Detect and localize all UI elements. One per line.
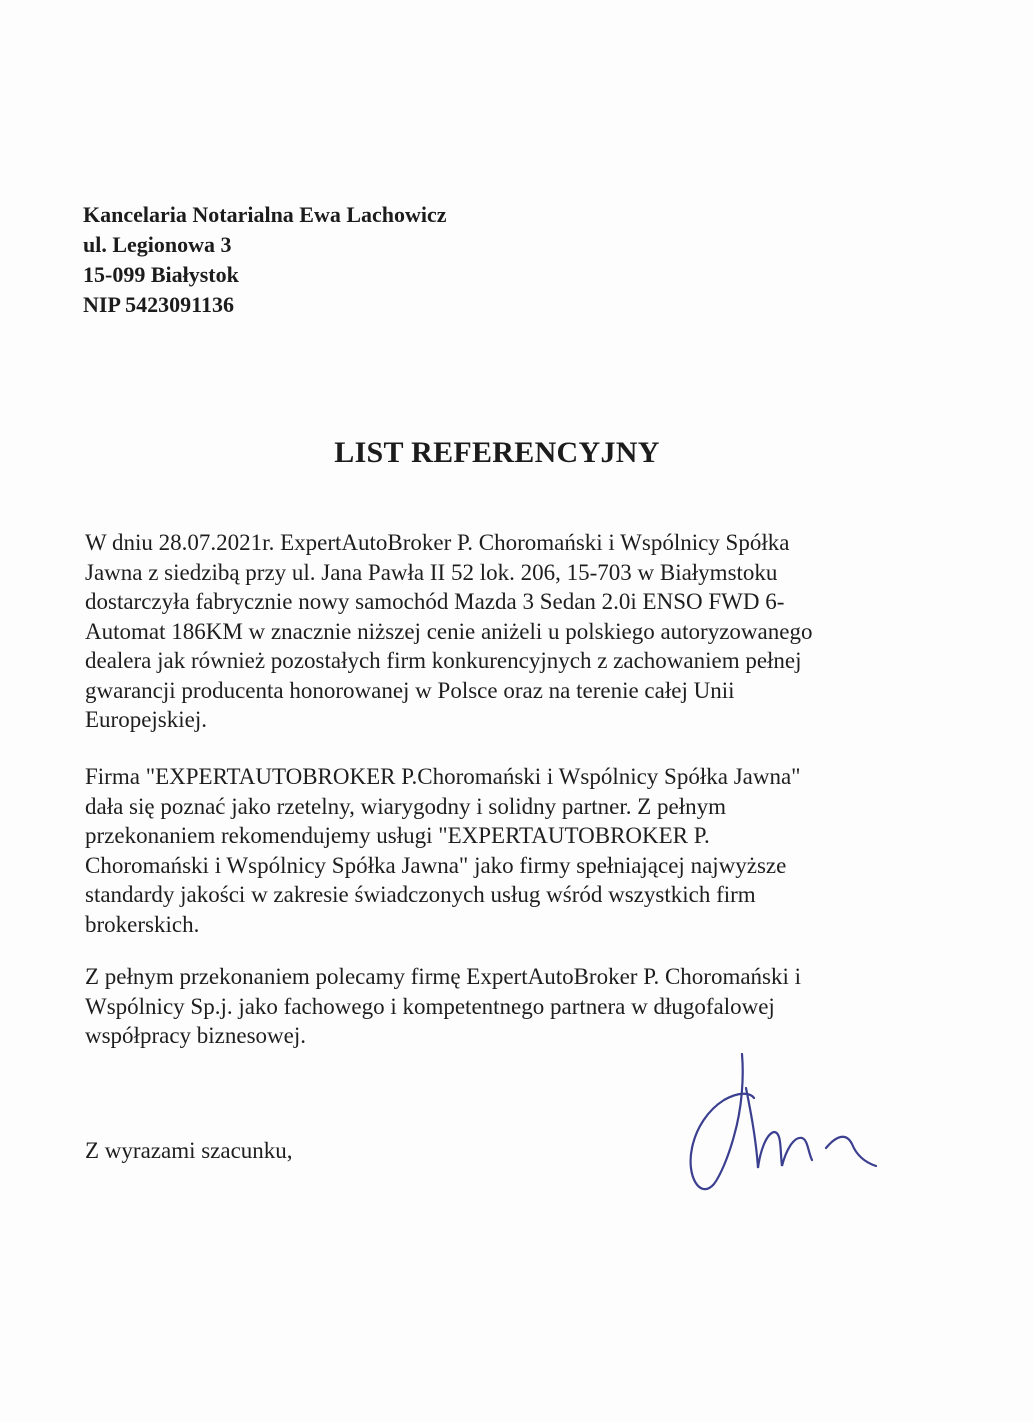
- letterhead-nip: NIP 5423091136: [83, 292, 234, 317]
- closing-salutation: Z wyrazami szacunku,: [85, 1138, 293, 1163]
- paragraph-line: W dniu 28.07.2021r. ExpertAutoBroker P. Choromański i Wspólnicy Spółka: [85, 530, 790, 555]
- letterhead: [83, 200, 447, 320]
- paragraph-line: dealera jak również pozostałych firm konkurencyjnych z zachowaniem pełnej: [85, 648, 802, 673]
- paragraph-recommendation: [85, 762, 920, 939]
- paragraph-line: Z pełnym przekonaniem polecamy firmę ExpertAutoBroker P. Choromański i: [85, 964, 802, 989]
- paragraph-line: współpracy biznesowej.: [85, 1023, 306, 1048]
- paragraph-line: gwarancji producenta honorowanej w Polsce oraz na terenie całej Unii: [85, 677, 735, 703]
- paragraph-line: Automat 186KM w znacznie niższej cenie aniżeli u polskiego autoryzowanego: [85, 618, 813, 644]
- letterhead-city: 15-099 Białystok: [83, 262, 239, 287]
- letter-title: LIST REFERENCYJNY: [334, 436, 660, 469]
- paragraph-line: Choromański i Wspólnicy Spółka Jawna" jako firmy spełniającej najwyższe: [85, 852, 787, 878]
- letterhead-name: Kancelaria Notarialna Ewa Lachowicz: [83, 202, 447, 227]
- letterhead-street: ul. Legionowa 3: [83, 232, 232, 257]
- paragraph-line: dała się poznać jako rzetelny, wiarygodny i solidny partner. Z pełnym: [85, 793, 727, 819]
- paragraph-line: Jawna z siedzibą przy ul. Jana Pawła II 52 lok. 206, 15-703 w Białymstoku: [85, 559, 778, 585]
- paragraph-line: Firma "EXPERTAUTOBROKER P.Choromański i Wspólnicy Spółka Jawna": [85, 764, 801, 789]
- paragraph-line: standardy jakości w zakresie świadczonych usług wśród wszystkich firm: [85, 882, 756, 907]
- paragraph-endorsement: [85, 962, 920, 1051]
- paragraph-line: brokerskich.: [85, 911, 200, 937]
- paragraph-line: Europejskiej.: [85, 707, 207, 732]
- handwritten-signature: [680, 1048, 890, 1198]
- paragraph-line: przekonaniem rekomendujemy usługi "EXPERTAUTOBROKER P.: [85, 823, 710, 848]
- paragraph-delivery: [85, 528, 920, 735]
- paragraph-line: Wspólnicy Sp.j. jako fachowego i kompetentnego partnera w długofalowej: [85, 993, 775, 1019]
- paragraph-line: dostarczyła fabrycznie nowy samochód Mazda 3 Sedan 2.0i ENSO FWD 6-: [85, 589, 785, 614]
